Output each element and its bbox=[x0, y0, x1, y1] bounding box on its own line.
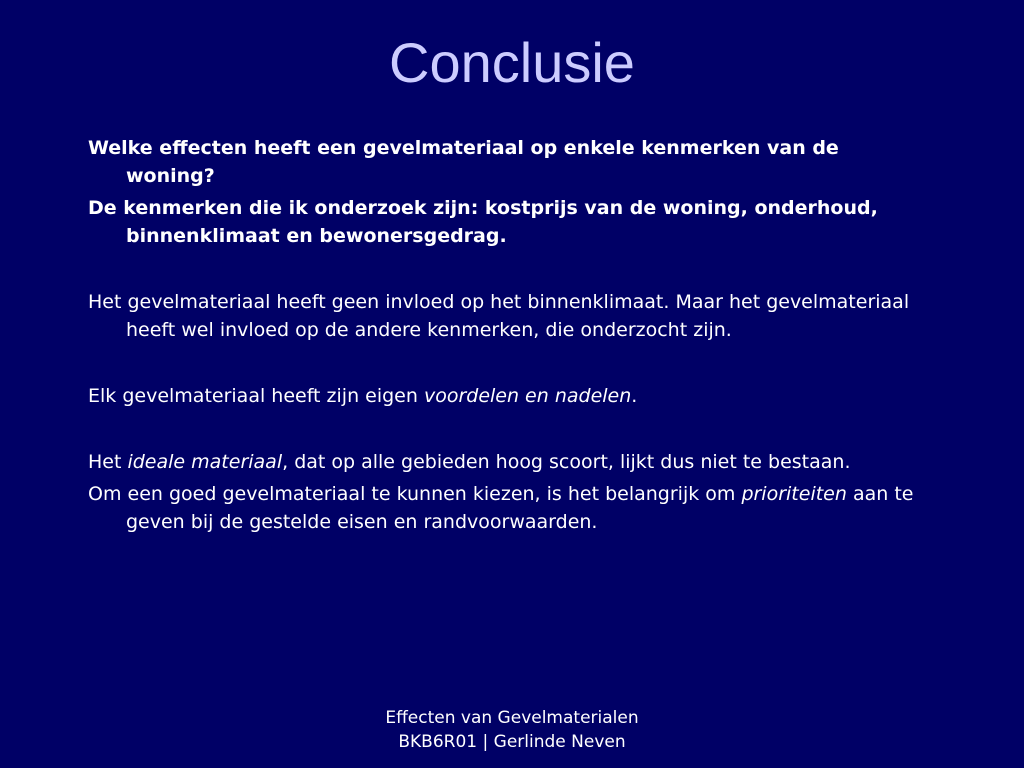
paragraph-pros-cons-end: . bbox=[631, 385, 638, 407]
paragraph-priorities-emphasis: prioriteiten bbox=[741, 483, 847, 505]
paragraph-characteristics: De kenmerken die ik onderzoek zijn: kostprijs van de woning, onderhoud, binnenklimaat en bewonersgedrag. bbox=[88, 197, 878, 247]
paragraph-pros-cons bbox=[88, 382, 928, 410]
footer-presentation-title: Effecten van Gevelmaterialen bbox=[385, 708, 639, 728]
paragraph-influence: Het gevelmateriaal heeft geen invloed op het binnenklimaat. Maar het gevelmateriaal heeft wel invloed op de andere kenmerken, die onderzocht zijn. bbox=[88, 291, 910, 341]
paragraph-ideal-material-emphasis: ideale materiaal bbox=[127, 451, 283, 473]
slide-footer bbox=[0, 706, 1024, 754]
slide-title: Conclusie bbox=[389, 31, 635, 94]
paragraph-priorities-end: aan te geven bij de gestelde eisen en randvoorwaarden. bbox=[126, 483, 914, 533]
paragraph-research-question: Welke effecten heeft een gevelmateriaal op enkele kenmerken van de woning? bbox=[88, 137, 839, 187]
paragraph-pros-cons-emphasis: voordelen en nadelen bbox=[423, 385, 632, 407]
paragraph-pros-cons-text: Elk gevelmateriaal heeft zijn eigen bbox=[88, 385, 424, 407]
slide-body bbox=[88, 134, 928, 536]
paragraph-ideal-material-start: Het bbox=[88, 451, 128, 473]
footer-course-author: BKB6R01 | Gerlinde Neven bbox=[398, 732, 626, 752]
paragraph-ideal-material-end: , dat op alle gebieden hoog scoort, lijkt dus niet te bestaan. bbox=[282, 451, 851, 473]
paragraph-ideal-material bbox=[88, 448, 928, 476]
paragraph-priorities bbox=[88, 480, 928, 536]
paragraph-priorities-start: Om een goed gevelmateriaal te kunnen kiezen, is het belangrijk om bbox=[88, 483, 742, 505]
